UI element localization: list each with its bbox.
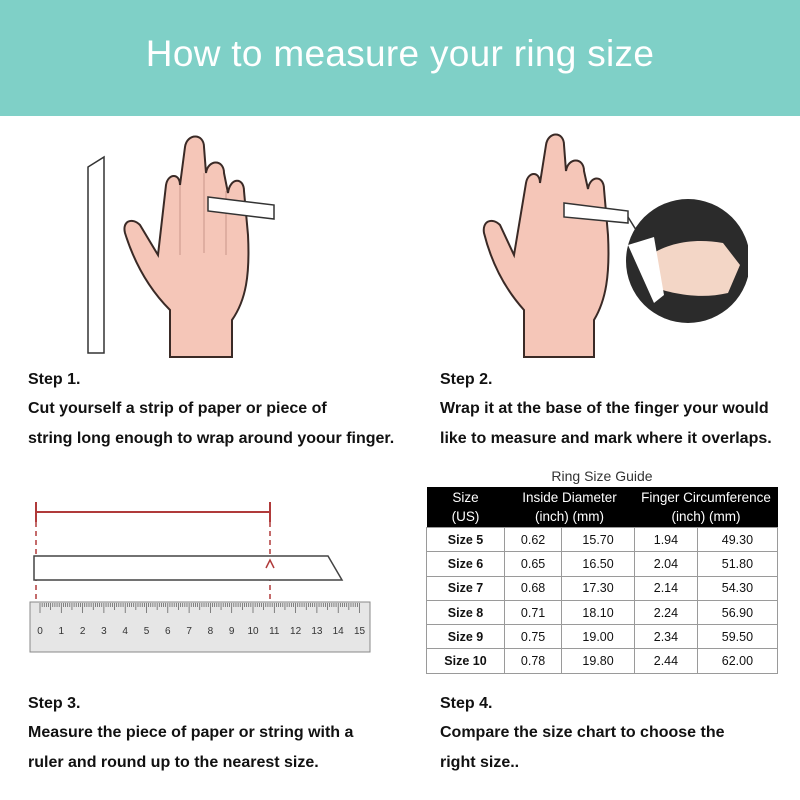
ruler-label: 2 xyxy=(79,626,86,637)
circumference-mm-cell: 49.30 xyxy=(697,528,777,552)
ring-size-guide xyxy=(426,465,778,675)
circumference-inch-cell: 1.94 xyxy=(634,528,697,552)
table-row xyxy=(427,600,778,624)
ruler-label: 0 xyxy=(37,626,43,637)
diameter-mm-cell: 19.00 xyxy=(562,625,635,649)
ruler-label: 13 xyxy=(311,626,323,637)
circumference-mm-cell: 51.80 xyxy=(697,552,777,576)
step-2-text: Wrap it at the base of the finger your would like to measure and mark where it overlaps. xyxy=(440,400,772,447)
size-cell: Size 6 xyxy=(427,552,505,576)
ruler-label: 12 xyxy=(290,626,302,637)
ruler-label: 4 xyxy=(122,626,128,637)
hand-with-strip-illustration xyxy=(80,125,320,365)
ruler-label: 14 xyxy=(332,626,344,637)
diameter-mm-cell: 16.50 xyxy=(562,552,635,576)
ruler-label: 7 xyxy=(186,626,192,637)
diameter-mm-cell: 15.70 xyxy=(562,528,635,552)
ruler-label: 9 xyxy=(228,626,235,637)
circumference-mm-cell: 62.00 xyxy=(697,649,777,673)
diameter-mm-cell: 17.30 xyxy=(562,576,635,600)
step-2-title: Step 2. xyxy=(440,371,493,388)
diameter-mm-cell: 19.80 xyxy=(562,649,635,673)
ruler-label: 5 xyxy=(143,626,150,637)
page-title: How to measure your ring size xyxy=(145,33,655,74)
step-3-text: Measure the piece of paper or string with a ruler and round up to the nearest size. xyxy=(28,724,354,771)
diameter-inch-cell: 0.62 xyxy=(505,528,562,552)
step-3-title: Step 3. xyxy=(28,695,81,712)
header-size: Size (US) xyxy=(427,487,505,528)
step-1-text: Cut yourself a strip of paper or piece of string long enough to wrap around yoour finger. xyxy=(28,400,395,447)
size-cell: Size 8 xyxy=(427,600,505,624)
hand xyxy=(484,135,609,358)
ruler-label: 8 xyxy=(207,626,214,637)
ruler-illustration xyxy=(28,490,378,660)
diameter-mm-cell: 18.10 xyxy=(562,600,635,624)
size-cell: Size 7 xyxy=(427,576,505,600)
table-row xyxy=(427,528,778,552)
circumference-inch-cell: 2.34 xyxy=(634,625,697,649)
diameter-inch-cell: 0.75 xyxy=(505,625,562,649)
circumference-inch-cell: 2.14 xyxy=(634,576,697,600)
ruler-label: 3 xyxy=(101,626,107,637)
size-cell: Size 9 xyxy=(427,625,505,649)
diameter-inch-cell: 0.68 xyxy=(505,576,562,600)
circumference-mm-cell: 54.30 xyxy=(697,576,777,600)
diameter-inch-cell: 0.71 xyxy=(505,600,562,624)
title-banner xyxy=(0,0,800,116)
size-cell: Size 10 xyxy=(427,649,505,673)
step-4-title: Step 4. xyxy=(440,695,493,712)
circumference-inch-cell: 2.04 xyxy=(634,552,697,576)
paper-strip xyxy=(34,556,342,580)
size-cell: Size 5 xyxy=(427,528,505,552)
circumference-mm-cell: 56.90 xyxy=(697,600,777,624)
paper-strip xyxy=(88,157,104,353)
ruler-label: 15 xyxy=(353,626,366,637)
circumference-inch-cell: 2.44 xyxy=(634,649,697,673)
ruler-label: 11 xyxy=(269,626,280,637)
hand-wrap-illustration xyxy=(478,125,748,365)
table-row xyxy=(427,552,778,576)
ruler-label: 6 xyxy=(165,626,171,637)
ruler-label: 1 xyxy=(58,626,65,637)
step-1-title: Step 1. xyxy=(28,371,81,388)
circumference-inch-cell: 2.24 xyxy=(634,600,697,624)
table-row xyxy=(427,576,778,600)
diameter-inch-cell: 0.65 xyxy=(505,552,562,576)
diameter-inch-cell: 0.78 xyxy=(505,649,562,673)
guide-title: Ring Size Guide xyxy=(551,468,653,484)
circumference-mm-cell: 59.50 xyxy=(697,625,777,649)
step-4-text: Compare the size chart to choose the right size.. xyxy=(440,724,725,771)
ruler-label: 10 xyxy=(247,626,259,637)
hand xyxy=(124,137,248,358)
size-table xyxy=(426,487,778,674)
header-diameter: Inside Diameter (inch) (mm) xyxy=(505,487,635,528)
table-row xyxy=(427,649,778,673)
table-row xyxy=(427,625,778,649)
header-circumference: Finger Circumference (inch) (mm) xyxy=(634,487,777,528)
